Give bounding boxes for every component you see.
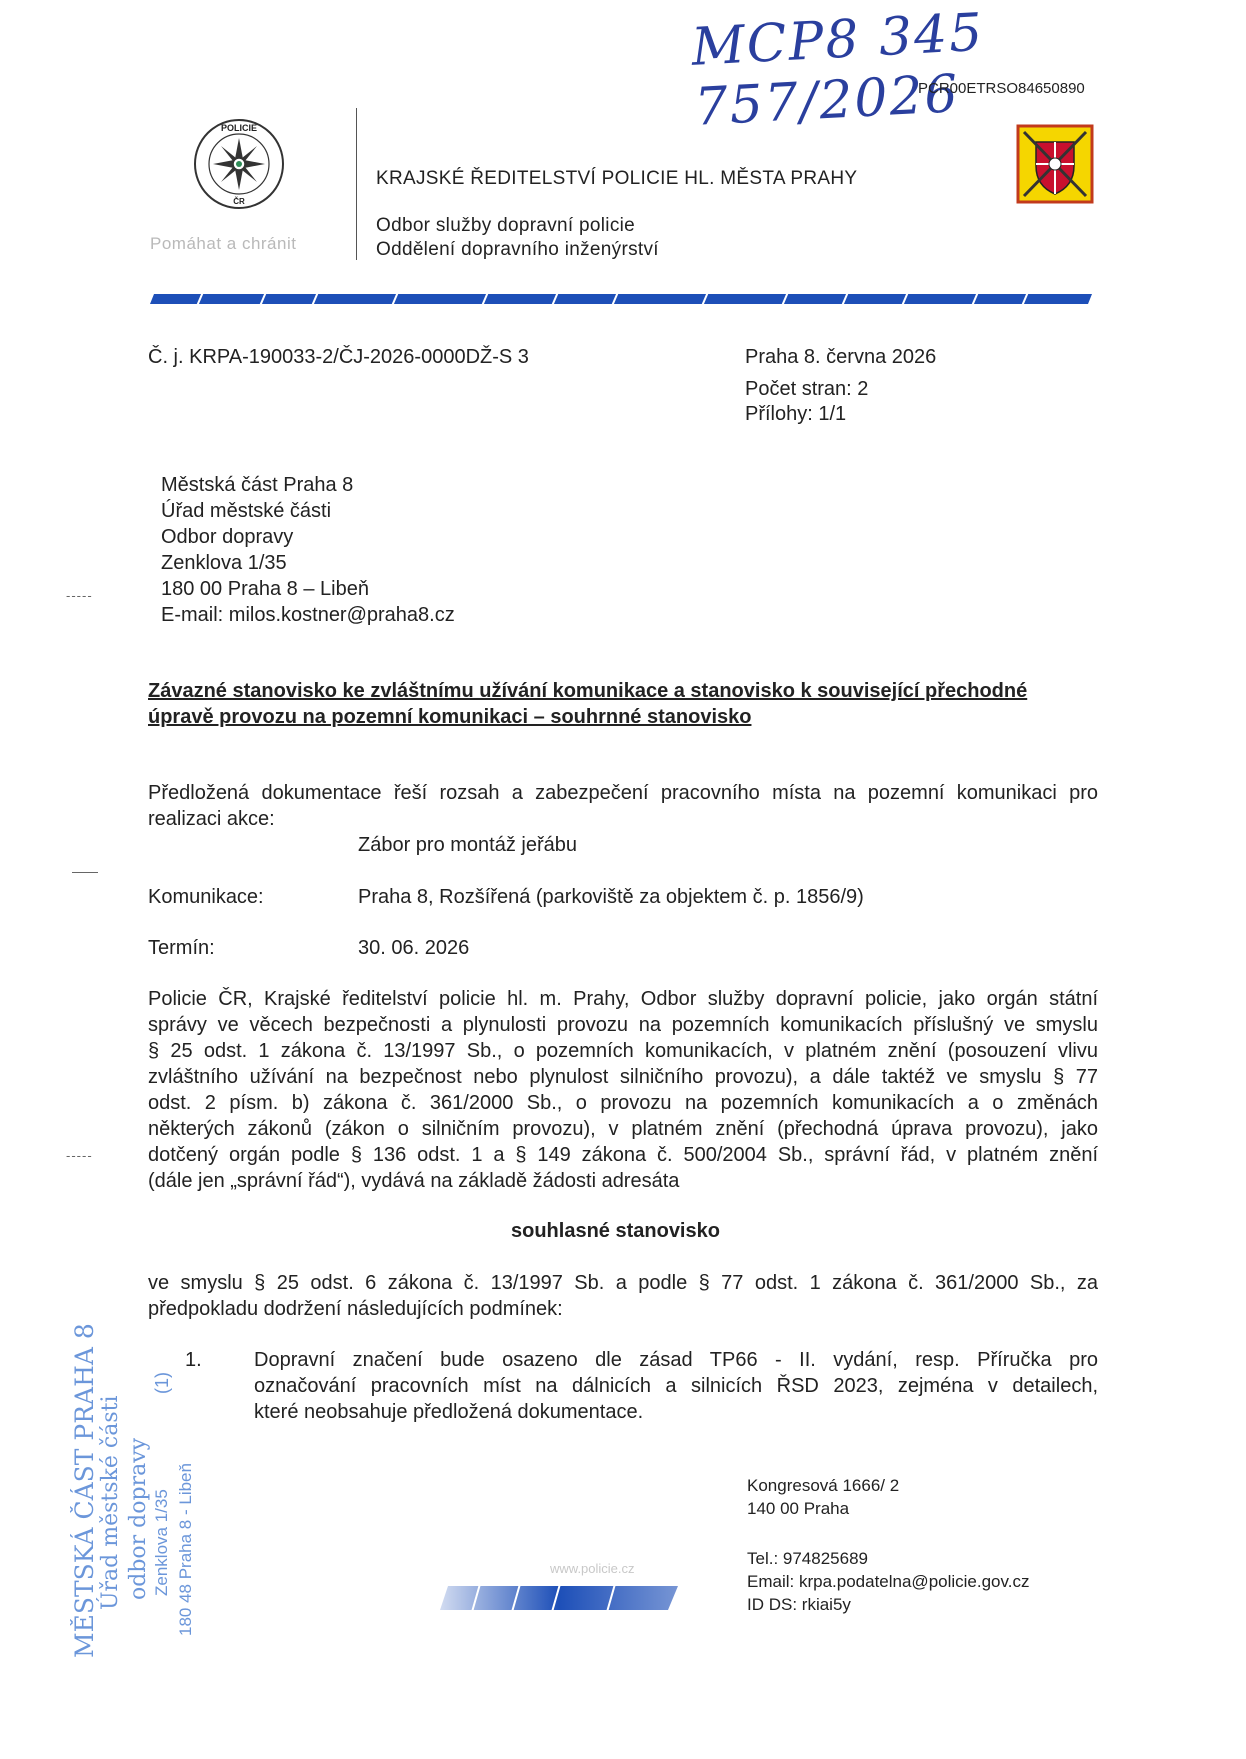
footer-address [747, 1474, 899, 1520]
intro-line: Předložená dokumentace řeší rozsah a zabezpečení pracovního místa na pozemní komunikaci pro [148, 782, 1098, 804]
paragraph-line: § 25 odst. 1 zákona č. 13/1997 Sb., o pozemních komunikacích, v platném znění (posouzení vlivu [148, 1040, 1098, 1062]
condition-line: které neobsahuje předložená dokumentace. [254, 1401, 644, 1423]
condition-intro-line: ve smyslu § 25 odst. 6 zákona č. 13/1997 Sb. a podle § 77 odst. 1 zákona č. 361/2000 Sb., za [148, 1272, 1098, 1294]
stamp-line: Zenklova 1/35 [152, 1489, 171, 1596]
stamp-line: 180 48 Praha 8 - Libeň [176, 1463, 195, 1636]
receipt-stamp [62, 1323, 202, 1660]
recipient-line: Městská část Praha 8 [161, 474, 354, 496]
svg-text:POLICIE: POLICIE [220, 123, 258, 133]
paragraph-line: dotčený orgán podle § 136 odst. 1 a § 149 zákona č. 500/2004 Sb., správní řád, v platném znění [148, 1144, 1098, 1166]
recipient-line: Úřad městské části [161, 500, 332, 522]
page-count: Počet stran: 2 [745, 378, 869, 400]
condition-line: Dopravní značení bude osazeno dle zásad TP66 - II. vydání, resp. Příručka pro [254, 1349, 1098, 1371]
paragraph-line: správy ve věcech bezpečnosti a plynulosti provozu na pozemních komunikacích příslušný ve smyslu [148, 1014, 1098, 1036]
recipient-email: E-mail: milos.kostner@praha8.cz [161, 604, 455, 626]
action-name: Zábor pro montáž jeřábu [358, 834, 578, 856]
condition-item [254, 1347, 1098, 1425]
condition-line: označování pracovních míst na dálnicích a silnicích ŘSD 2023, zejména v detailech, [254, 1375, 1098, 1397]
condition-intro [148, 1270, 1098, 1322]
address-city: 140 00 Praha [747, 1499, 850, 1518]
stamp-line: MĚSTSKÁ ČÁST PRAHA 8 [70, 1323, 99, 1658]
main-paragraph [148, 986, 1098, 1194]
intro-paragraph [148, 780, 1098, 832]
document-date: Praha 8. června 2026 [745, 346, 937, 368]
document-code: PCR00ETRSO84650890 [918, 80, 1085, 97]
paragraph-line: Policie ČR, Krajské ředitelství policie hl. m. Prahy, Odbor služby dopravní policie, jako orgán státní [148, 988, 1098, 1010]
paragraph-line: zvláštního užívání na bezpečnost nebo plynulost silničního provozu), a dále taktéž ve smyslu § 77 [148, 1066, 1098, 1088]
fold-mark: ----- [66, 1148, 93, 1163]
attachments-count: Přílohy: 1/1 [745, 403, 847, 425]
condition-intro-line: předpokladu dodržení následujících podmínek: [148, 1298, 563, 1320]
recipient-line: Zenklova 1/35 [161, 552, 287, 574]
paragraph-line: odst. 2 písm. b) zákona č. 361/2000 Sb., o provozu na pozemních komunikacích a o změnách [148, 1092, 1098, 1114]
contact-data-box: ID DS: rkiai5y [747, 1595, 851, 1614]
department-name: Odbor služby dopravní policie [376, 215, 636, 236]
intro-line: realizaci akce: [148, 808, 275, 830]
condition-number: 1. [185, 1349, 202, 1371]
motto: Pomáhat a chránit [150, 234, 297, 253]
address-street: Kongresová 1666/ 2 [747, 1476, 900, 1495]
reference-number: Č. j. KRPA-190033-2/ČJ-2026-0000DŽ-S 3 [148, 346, 529, 368]
section-name: Oddělení dopravního inženýrství [376, 239, 659, 260]
header-divider [356, 108, 357, 260]
contact-email: Email: krpa.podatelna@policie.gov.cz [747, 1572, 1030, 1591]
footer-contacts [747, 1547, 1029, 1616]
fold-mark [72, 872, 98, 873]
footer-website: www.policie.cz [550, 1561, 635, 1576]
fold-mark: ----- [66, 588, 93, 603]
police-logo [193, 118, 285, 210]
organization-name: KRAJSKÉ ŘEDITELSTVÍ POLICIE HL. MĚSTA PRAHY [376, 168, 858, 189]
handwritten-reference: MCP8 345 757/2026 [690, 2, 986, 138]
header-blue-bar [148, 292, 1098, 306]
stamp-line: odbor dopravy [126, 1437, 151, 1600]
recipient-address [161, 472, 455, 628]
termin-label: Termín: [148, 937, 215, 959]
subject-line: Závazné stanovisko ke zvláštnímu užívání komunikace a stanovisko k související přechodné [148, 680, 1028, 702]
footer-blue-stripe [440, 1584, 680, 1612]
komunikace-value: Praha 8, Rozšířená (parkoviště za objektem č. p. 1856/9) [358, 886, 864, 908]
stamp-line: Úřad městské části [98, 1395, 123, 1610]
recipient-line: 180 00 Praha 8 – Libeň [161, 578, 369, 600]
decision-heading: souhlasné stanovisko [511, 1220, 720, 1242]
paragraph-line: některých zákonů (zákon o silničním provozu), v platném znění (přechodná úprava provozu), jako [148, 1118, 1098, 1140]
contact-phone: Tel.: 974825689 [747, 1549, 868, 1568]
komunikace-label: Komunikace: [148, 886, 264, 908]
termin-value: 30. 06. 2026 [358, 937, 470, 959]
paragraph-line: (dále jen „správní řád“), vydává na základě žádosti adresáta [148, 1170, 680, 1192]
document-subject [148, 678, 1098, 730]
subject-line: úpravě provozu na pozemní komunikaci – souhrnné stanovisko [148, 706, 752, 728]
recipient-line: Odbor dopravy [161, 526, 294, 548]
prague-police-emblem [1016, 124, 1094, 204]
svg-text:ČR: ČR [233, 197, 245, 206]
stamp-mark: (1) [152, 1372, 172, 1394]
